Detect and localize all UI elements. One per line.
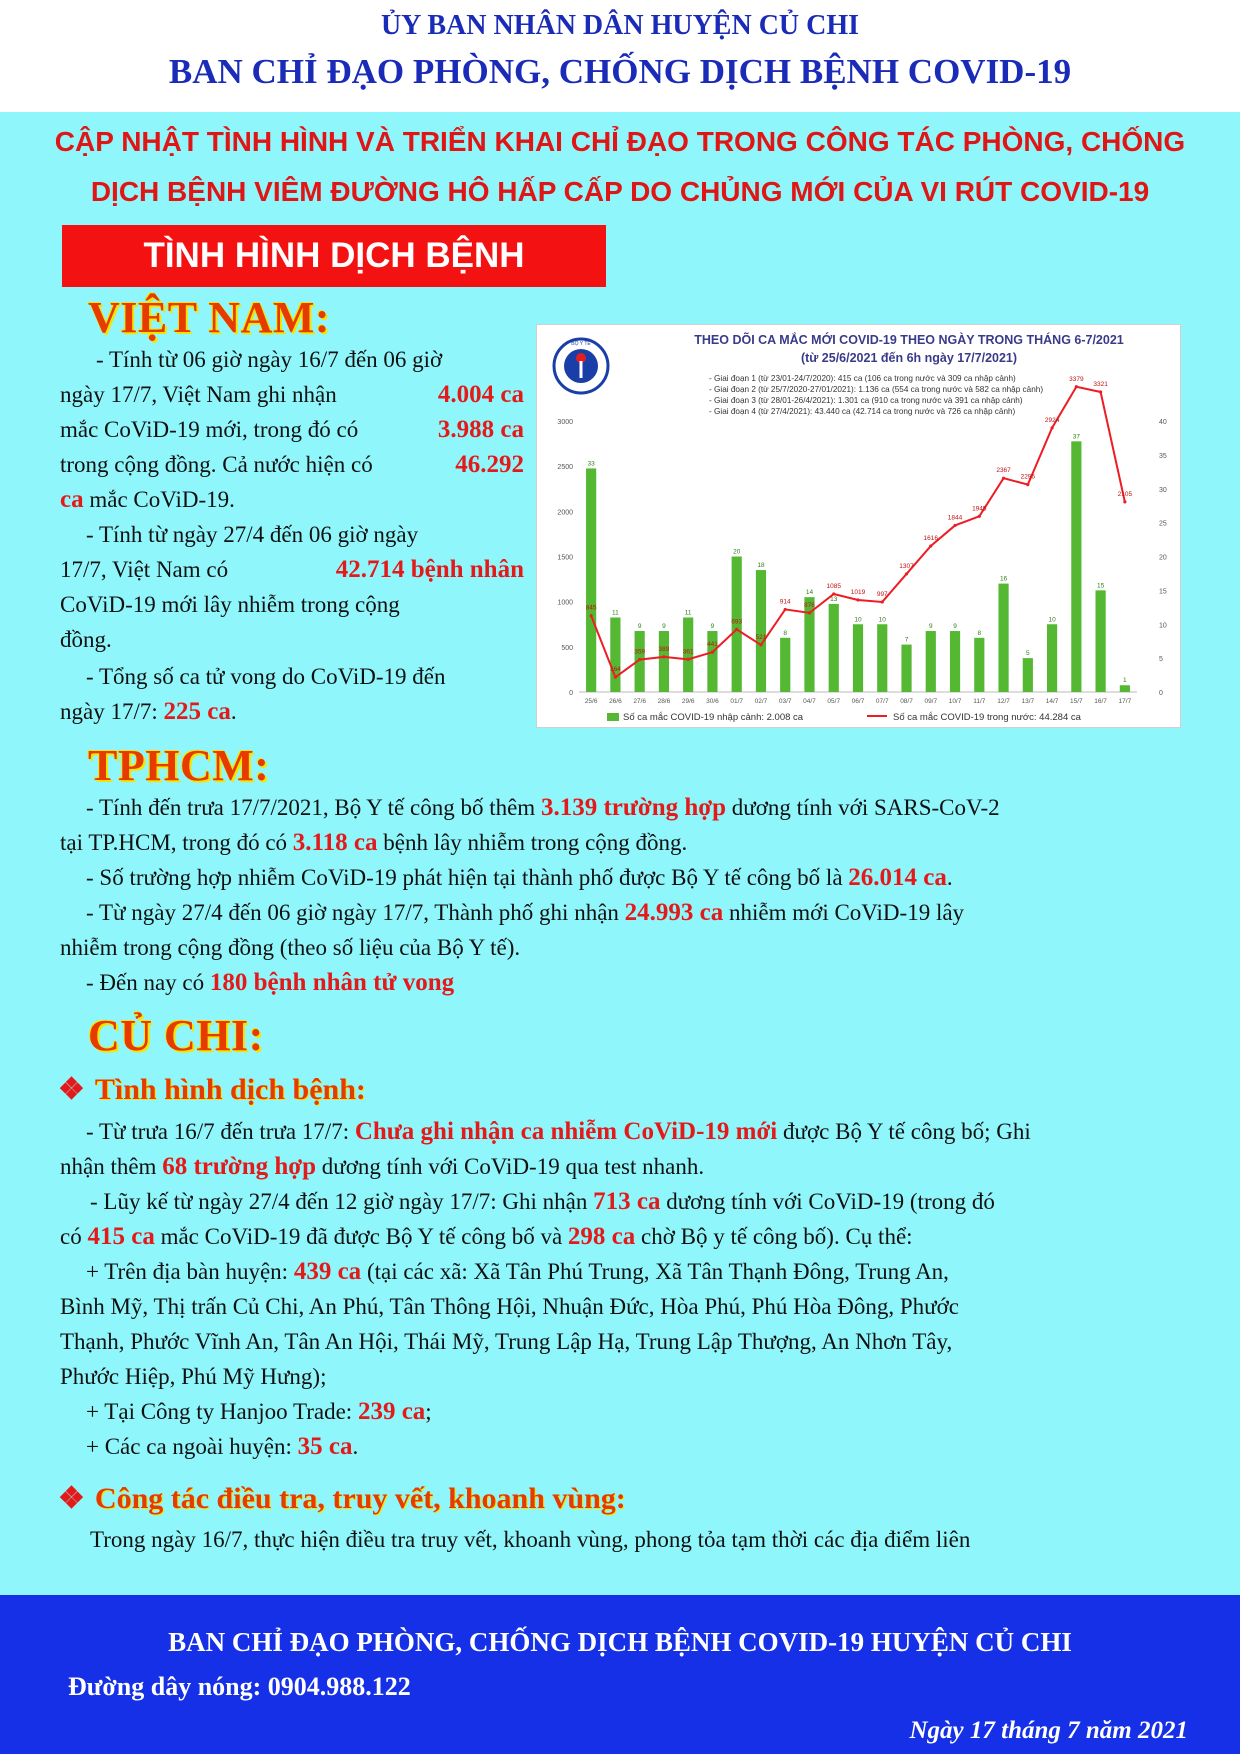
hcm-line2: tại TP.HCM, trong đó có 3.118 ca bệnh lây nhiễm trong cộng đồng. bbox=[60, 829, 688, 856]
ministry-logo bbox=[554, 339, 608, 393]
bar-value-label: 5 bbox=[1026, 650, 1030, 658]
diamond-bullet-icon: ❖ bbox=[58, 1073, 85, 1106]
line-point bbox=[905, 572, 908, 575]
hcm-line6: - Đến nay có 180 bệnh nhân tử vong bbox=[86, 969, 455, 996]
x-tick-label: 26/6 bbox=[609, 698, 622, 705]
line-value-label: 876 bbox=[804, 601, 815, 609]
vn-p1-line5: ca mắc CoViD-19. bbox=[60, 486, 235, 513]
right-tick-label: 5 bbox=[1159, 656, 1163, 664]
line-value-label: 2367 bbox=[996, 467, 1011, 475]
footer bbox=[0, 1595, 1240, 1754]
bar bbox=[853, 624, 863, 692]
right-tick-label: 35 bbox=[1159, 452, 1167, 460]
line-value-label: 3379 bbox=[1069, 375, 1084, 383]
line-value-label: 914 bbox=[779, 598, 791, 606]
cc-line1: - Từ trưa 16/7 đến trưa 17/7: Chưa ghi nhận ca nhiễm CoViD-19 mới được Bộ Y tế công bố; Ghi bbox=[86, 1118, 1031, 1145]
hcm-line5: nhiễm trong cộng đồng (theo số liệu của Bộ Y tế). bbox=[60, 935, 521, 960]
bar bbox=[829, 604, 839, 692]
line-value-label: 1019 bbox=[850, 588, 866, 596]
epidemic-situation-banner: TÌNH HÌNH DỊCH BỆNH bbox=[62, 225, 606, 287]
bar-value-label: 9 bbox=[953, 623, 957, 631]
bar bbox=[586, 468, 596, 692]
bar bbox=[974, 638, 984, 692]
bar-value-label: 33 bbox=[587, 460, 595, 468]
tphcm-paragraph bbox=[60, 790, 1182, 1000]
x-tick-label: 09/7 bbox=[924, 698, 938, 705]
line-point bbox=[711, 651, 714, 654]
covid-daily-cases-chart bbox=[536, 324, 1181, 728]
bar-value-label: 37 bbox=[1072, 433, 1080, 441]
x-tick-label: 01/7 bbox=[730, 698, 744, 705]
chart-svg bbox=[537, 325, 1182, 729]
x-tick-label: 16/7 bbox=[1094, 698, 1107, 705]
bar-value-label: 10 bbox=[1048, 616, 1056, 624]
x-tick-label: 14/7 bbox=[1045, 698, 1059, 705]
line-point bbox=[1026, 483, 1029, 486]
bar-value-label: 11 bbox=[612, 609, 619, 617]
footer-date: Ngày 17 tháng 7 năm 2021 bbox=[909, 1717, 1188, 1744]
bar-value-label: 10 bbox=[878, 616, 886, 624]
hcm-line1: - Tính đến trưa 17/7/2021, Bộ Y tế công bố thêm 3.139 trường hợp dương tính với SARS-CoV-2 bbox=[86, 794, 1000, 821]
bar bbox=[659, 631, 669, 692]
bar-value-label: 1 bbox=[1123, 677, 1127, 685]
diamond-bullet-icon: ❖ bbox=[58, 1482, 85, 1515]
line-value-label: 1085 bbox=[826, 582, 841, 590]
vn-p2-line2: 17/7, Việt Nam có 42.714 bệnh nhân bbox=[60, 556, 524, 583]
line-point bbox=[953, 524, 956, 527]
cuchi-tracing-subheading: ❖ Công tác điều tra, truy vết, khoanh vùng: bbox=[58, 1482, 626, 1515]
line-point bbox=[1075, 385, 1078, 388]
vn-p1-line1: - Tính từ 06 giờ ngày 16/7 đến 06 giờ bbox=[96, 347, 443, 372]
bar-value-label: 10 bbox=[854, 616, 862, 624]
line-point bbox=[978, 515, 981, 518]
x-tick-label: 29/6 bbox=[681, 698, 695, 705]
footer-board: BAN CHỈ ĐẠO PHÒNG, CHỐNG DỊCH BỆNH COVID-19 HUYỆN CỦ CHI bbox=[168, 1627, 1072, 1657]
bar bbox=[1047, 624, 1057, 692]
chart-phase-3: - Giai đoạn 3 (từ 28/01-26/4/2021): 1.301 ca (910 ca trong nước và 391 ca nhập cảnh) bbox=[709, 396, 1023, 405]
bar bbox=[756, 570, 766, 692]
line-point bbox=[856, 598, 859, 601]
cc-line5: + Trên địa bàn huyện: 439 ca (tại các xã: Xã Tân Phú Trung, Xã Tân Thạnh Đông, Trung An, bbox=[86, 1258, 949, 1285]
header bbox=[0, 0, 1240, 112]
legend-bar-swatch bbox=[607, 713, 619, 721]
bar bbox=[901, 645, 911, 692]
line-point bbox=[832, 592, 835, 595]
vietnam-heading: VIỆT NAM: bbox=[88, 293, 331, 342]
right-tick-label: 10 bbox=[1159, 622, 1167, 630]
x-tick-label: 06/7 bbox=[851, 698, 865, 705]
vn-p2-line4: đồng. bbox=[60, 627, 112, 652]
vn-p3-line1: - Tổng số ca tử vong do CoViD-19 đến bbox=[86, 664, 446, 689]
legend-line-label: Số ca mắc COVID-19 trong nước: 44.284 ca bbox=[893, 712, 1081, 723]
bar-value-label: 18 bbox=[757, 562, 765, 570]
chart-legend bbox=[607, 712, 1082, 723]
cc-tracing-line: Trong ngày 16/7, thực hiện điều tra truy vết, khoanh vùng, phong tỏa tạm thời các địa điểm liên bbox=[90, 1527, 971, 1552]
line-value-label: 441 bbox=[707, 641, 718, 649]
bar-value-label: 9 bbox=[637, 623, 642, 631]
vietnam-paragraph-2 bbox=[60, 517, 524, 657]
hcm-line4: - Từ ngày 27/4 đến 06 giờ ngày 17/7, Thành phố ghi nhận 24.993 ca nhiễm mới CoViD-19 lây bbox=[86, 899, 965, 926]
x-tick-label: 10/7 bbox=[948, 698, 962, 705]
legend-bar-label: Số ca mắc COVID-19 nhập cảnh: 2.008 ca bbox=[623, 712, 804, 723]
bar-value-label: 15 bbox=[1096, 582, 1105, 590]
cc-line10: + Các ca ngoài huyện: 35 ca. bbox=[86, 1433, 359, 1460]
left-tick-label: 0 bbox=[569, 690, 573, 697]
bar bbox=[1023, 658, 1033, 692]
bar-value-label: 14 bbox=[805, 589, 814, 597]
right-tick-label: 40 bbox=[1159, 419, 1167, 426]
x-tick-label: 12/7 bbox=[997, 698, 1010, 705]
line-value-label: 1616 bbox=[923, 535, 939, 543]
x-tick-label: 13/7 bbox=[1021, 698, 1035, 705]
line-point bbox=[614, 676, 617, 679]
bar-value-label: 8 bbox=[783, 629, 788, 637]
x-tick-label: 03/7 bbox=[778, 698, 792, 705]
bar-value-label: 7 bbox=[904, 636, 909, 644]
cc-line4: có 415 ca mắc CoViD-19 đã được Bộ Y tế công bố và 298 ca chờ Bộ y tế công bố). Cụ thể: bbox=[60, 1223, 913, 1250]
line-point bbox=[784, 608, 787, 611]
right-tick-label: 20 bbox=[1159, 554, 1167, 562]
bar-value-label: 9 bbox=[928, 623, 933, 631]
bar bbox=[780, 638, 790, 692]
line-point bbox=[735, 628, 738, 631]
line-value-label: 2105 bbox=[1117, 490, 1133, 498]
x-tick-label: 15/7 bbox=[1070, 698, 1083, 705]
left-tick-label: 1500 bbox=[557, 554, 573, 562]
line-point bbox=[881, 600, 884, 603]
header-committee: ỦY BAN NHÂN DÂN HUYỆN CỦ CHI bbox=[380, 10, 860, 41]
header-board: BAN CHỈ ĐẠO PHÒNG, CHỐNG DỊCH BỆNH COVID-19 bbox=[168, 52, 1072, 91]
cuchi-tracing-paragraph bbox=[60, 1522, 1182, 1557]
x-tick-label: 11/7 bbox=[973, 698, 986, 705]
footer-hotline: Đường dây nóng: 0904.988.122 bbox=[68, 1672, 411, 1701]
line-value-label: 1307 bbox=[899, 562, 914, 570]
line-value-label: 1844 bbox=[947, 514, 963, 522]
vn-p1-line2: ngày 17/7, Việt Nam ghi nhận 4.004 ca bbox=[60, 381, 524, 408]
bar bbox=[877, 624, 887, 692]
line-point bbox=[808, 611, 811, 614]
chart-subtitle: (từ 25/6/2021 đến 6h ngày 17/7/2021) bbox=[800, 351, 1018, 365]
cc-line8: Phước Hiệp, Phú Mỹ Hưng); bbox=[60, 1364, 327, 1389]
chart-phase-2: - Giai đoạn 2 (từ 25/7/2020-27/01/2021): 1.136 ca (554 ca trong nước và 582 ca nhập cảnh) bbox=[709, 385, 1044, 394]
left-tick-label: 2000 bbox=[557, 509, 573, 517]
bar bbox=[1071, 441, 1081, 692]
vn-p3-line2: ngày 17/7: 225 ca. bbox=[60, 698, 237, 725]
update-title-line1: CẬP NHẬT TÌNH HÌNH VÀ TRIỂN KHAI CHỈ ĐẠO TRONG CÔNG TÁC PHÒNG, CHỐNG bbox=[54, 126, 1186, 157]
bar-value-label: 16 bbox=[999, 575, 1008, 583]
vietnam-paragraph-3 bbox=[60, 659, 524, 729]
chart-phase-1: - Giai đoạn 1 (từ 23/01-24/7/2020): 415 ca (106 ca trong nước và 309 ca nhập cảnh) bbox=[709, 374, 1016, 383]
cc-line3: - Lũy kế từ ngày 27/4 đến 12 giờ ngày 17/7: Ghi nhận 713 ca dương tính với CoViD-19 (trong đó bbox=[90, 1188, 995, 1215]
x-tick-label: 30/6 bbox=[706, 698, 719, 705]
bar bbox=[950, 631, 960, 692]
vn-p1-line4: trong cộng đồng. Cả nước hiện có 46.292 bbox=[60, 451, 524, 478]
line-value-label: 361 bbox=[682, 648, 694, 656]
line-value-label: 359 bbox=[634, 648, 646, 656]
logo-text: BỘ Y TẾ bbox=[571, 341, 591, 347]
bar-value-label: 11 bbox=[684, 609, 692, 617]
vn-p2-line3: CoViD-19 mới lây nhiễm trong cộng bbox=[60, 592, 400, 617]
right-tick-label: 0 bbox=[1159, 690, 1163, 697]
line-value-label: 3321 bbox=[1093, 381, 1108, 389]
cc-line7: Thạnh, Phước Vĩnh An, Tân An Hội, Thái Mỹ, Trung Lập Hạ, Trung Lập Thượng, An Nhơn Tây, bbox=[60, 1329, 953, 1354]
line-value-label: 521 bbox=[755, 633, 767, 641]
bar bbox=[926, 631, 936, 692]
bar bbox=[610, 617, 620, 692]
x-tick-label: 04/7 bbox=[803, 698, 816, 705]
cc-line2: nhận thêm 68 trường hợp dương tính với CoViD-19 qua test nhanh. bbox=[60, 1153, 705, 1180]
vietnam-paragraph-1 bbox=[60, 342, 524, 517]
plot-area bbox=[557, 376, 1166, 705]
cc-line6: Bình Mỹ, Thị trấn Củ Chi, An Phú, Tân Thông Hội, Nhuận Đức, Hòa Phú, Phú Hòa Đông, Phước bbox=[60, 1294, 959, 1319]
line-value-label: 389 bbox=[658, 645, 670, 653]
cuchi-heading: CỦ CHI: bbox=[88, 1011, 264, 1060]
line-point bbox=[759, 643, 762, 646]
line-point bbox=[638, 658, 641, 661]
line-point bbox=[687, 658, 690, 661]
x-tick-label: 08/7 bbox=[900, 698, 913, 705]
cc-line9: + Tại Công ty Hanjoo Trade: 239 ca; bbox=[86, 1398, 432, 1425]
vn-p2-line1: - Tính từ ngày 27/4 đến 06 giờ ngày bbox=[86, 522, 419, 547]
bar bbox=[998, 584, 1008, 692]
bar-value-label: 9 bbox=[662, 623, 666, 631]
line-point bbox=[1050, 426, 1053, 429]
left-tick-label: 2500 bbox=[557, 464, 573, 472]
line-point bbox=[662, 655, 665, 658]
left-tick-label: 1000 bbox=[557, 599, 573, 607]
line-point bbox=[1002, 477, 1005, 480]
line-point bbox=[590, 614, 593, 617]
chart-phase-4: - Giai đoạn 4 (từ 27/4/2021): 43.440 ca (42.714 ca trong nước và 726 ca nhập cảnh) bbox=[709, 407, 1016, 416]
line-value-label: 2296 bbox=[1020, 473, 1036, 481]
hcm-line3: - Số trường hợp nhiễm CoViD-19 phát hiện tại thành phố được Bộ Y tế công bố là 26.014 ca. bbox=[86, 864, 953, 891]
x-tick-label: 27/6 bbox=[633, 698, 646, 705]
vn-p1-line3: mắc CoViD-19 mới, trong đó có 3.988 ca bbox=[60, 416, 524, 443]
chart-title: THEO DÕI CA MẮC MỚI COVID-19 THEO NGÀY TRONG THÁNG 6-7/2021 bbox=[694, 333, 1124, 347]
bar bbox=[1120, 685, 1130, 692]
x-tick-label: 25/6 bbox=[584, 698, 598, 705]
line-point bbox=[929, 544, 932, 547]
line-value-label: 997 bbox=[876, 590, 888, 598]
x-tick-label: 02/7 bbox=[754, 698, 768, 705]
line-value-label: 693 bbox=[731, 618, 743, 626]
update-title-line2: DỊCH BỆNH VIÊM ĐƯỜNG HÔ HẤP CẤP DO CHỦNG MỚI CỦA VI RÚT COVID-19 bbox=[90, 176, 1150, 207]
bar bbox=[707, 631, 717, 692]
tphcm-heading: TPHCM: bbox=[88, 741, 270, 790]
right-tick-label: 15 bbox=[1159, 588, 1167, 596]
cuchi-paragraph bbox=[60, 1114, 1182, 1464]
bar bbox=[1096, 590, 1106, 692]
logo-staff bbox=[580, 361, 583, 378]
left-tick-label: 3000 bbox=[557, 419, 573, 426]
x-tick-label: 07/7 bbox=[875, 698, 889, 705]
line-point bbox=[1099, 390, 1102, 393]
x-tick-label: 28/6 bbox=[657, 698, 671, 705]
line-value-label: 845 bbox=[585, 604, 597, 612]
line-point bbox=[1123, 500, 1126, 503]
bar-value-label: 9 bbox=[710, 623, 715, 631]
right-tick-label: 25 bbox=[1159, 520, 1167, 528]
line-value-label: 164 bbox=[609, 666, 621, 674]
bar-value-label: 13 bbox=[830, 595, 838, 603]
right-tick-label: 30 bbox=[1159, 486, 1167, 494]
left-tick-label: 500 bbox=[561, 644, 573, 652]
bar-value-label: 8 bbox=[977, 629, 982, 637]
x-tick-label: 05/7 bbox=[827, 698, 841, 705]
bar-value-label: 20 bbox=[733, 548, 741, 556]
cuchi-situation-subheading: ❖ Tình hình dịch bệnh: bbox=[58, 1073, 366, 1106]
line-value-label: 1945 bbox=[972, 505, 987, 513]
line-value-label: 2924 bbox=[1044, 416, 1060, 424]
x-tick-label: 17/7 bbox=[1118, 698, 1132, 705]
